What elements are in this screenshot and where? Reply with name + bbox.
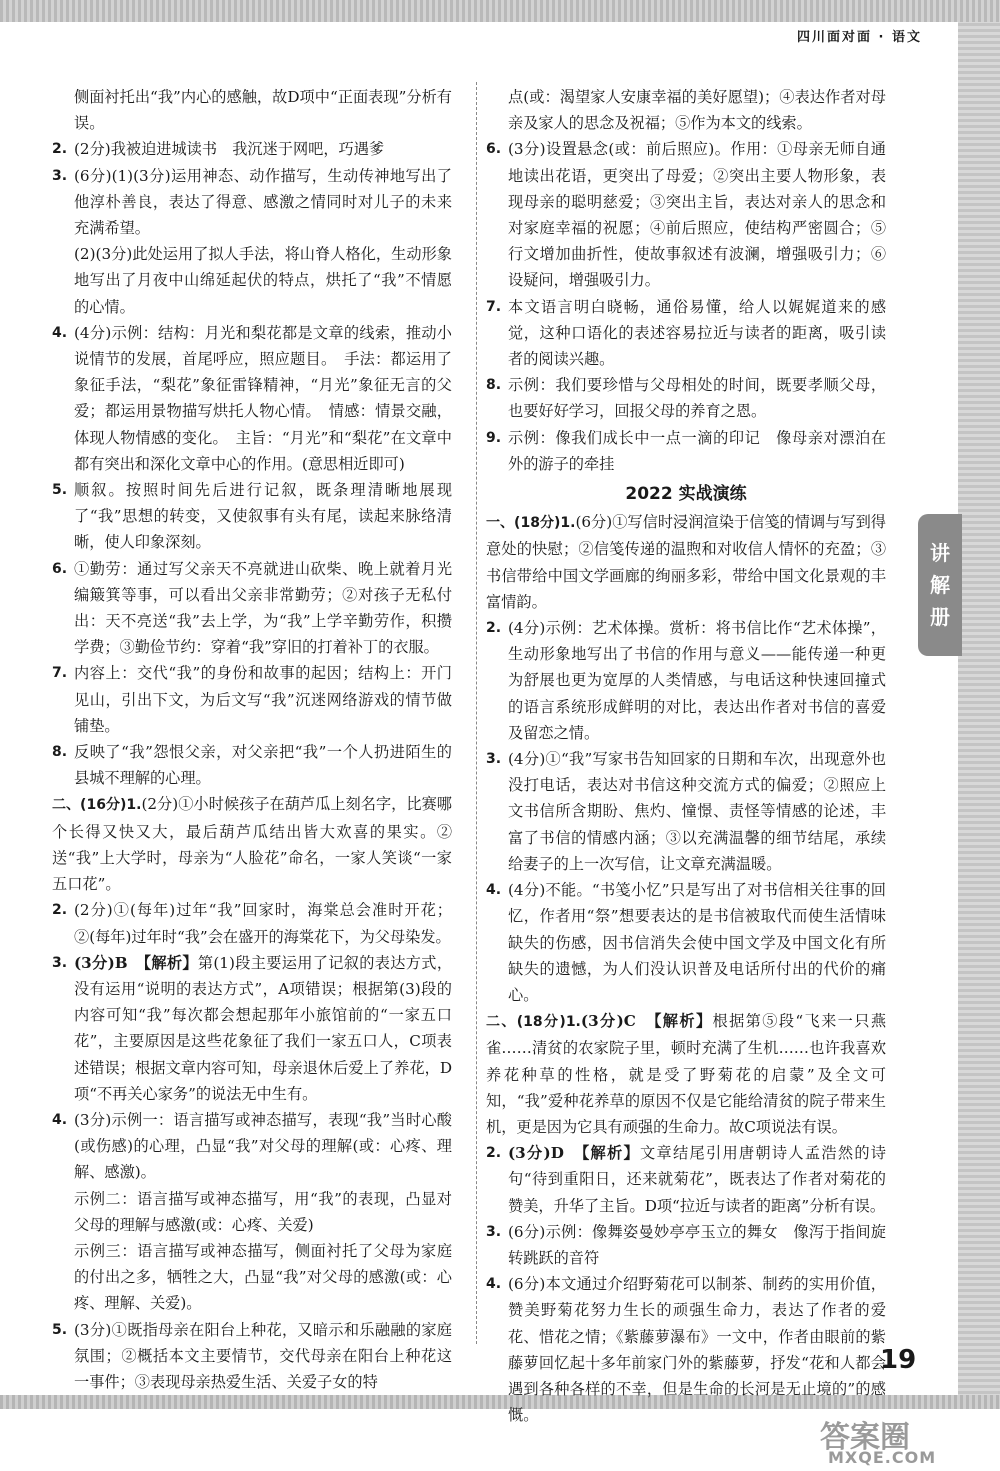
section-item: 二、(16分)1.(2分)①小时候孩子在葫芦瓜上刻名字，比赛哪个长得又快又大，最后葫芦瓜结出皆大欢喜的果实。②送“我”上大学时，母亲为“人脸花”命名，一家人笑谈“一家五口花”。: [52, 795, 452, 894]
side-tab-jiangjiece: [918, 514, 962, 656]
continuation-text: 侧面衬托出“我”内心的感触，故D项中“正面表现”分析有误。: [74, 88, 452, 133]
top-decor-band: [0, 0, 1000, 22]
section-item: 二、(18分)1.(3分)C 【解析】根据第⑤段“飞来一只燕雀……清贫的农家院子里，顿时充满了生机……也许我喜欢养花种草的性格，就是受了野菊花的启蒙”及全文可知，“我”爱种花养草的原因不仅是它能给清贫的院子带来生机，更是因为它具有顽强的生命力。故C项说法有误。: [486, 1012, 887, 1136]
answer-item: 3. (3分)B 【解析】第(1)段主要运用了记叙的表达方式，没有运用“说明的表达方式”，A项错误；根据第(3)段的内容可知“我”每次都会想起那年小旅馆前的“一家五口花”，主要原因是这些花象征了我们一家五口人，C项表述错误；根据文章内容可知，母亲退休后爱上了养花，D项“不再关心家务”的说法无中生有。: [52, 953, 453, 1103]
side-tab-char: 讲: [930, 541, 950, 565]
answer-item: 8. 示例：我们要珍惜与父母相处的时间，既要孝顺父母，也要好好学习，回报父母的养育之恩。: [486, 376, 886, 421]
page-header: 四川面对面 · 语文: [797, 30, 922, 45]
answer-item: 2. (4分)示例：艺术体操。赏析：将书信比作“艺术体操”，生动形象地写出了书信的作用与意义——能传递一种更为舒展也更为宽厚的人类情感，与电话这种快速回撞式的语言系统形成鲜明的对比，表达出作者对书信的喜爱及留恋之情。: [486, 619, 886, 742]
answer-item: 9. 示例：像我们成长中一点一滴的印记 像母亲对漂泊在外的游子的牵挂: [486, 428, 886, 473]
side-tab-char: 册: [930, 605, 950, 629]
answer-item: 7. 本文语言明白晓畅，通俗易懂，给人以娓娓道来的感觉，这种口语化的表述容易拉近与读者的距离，吸引读者的阅读兴趣。: [486, 297, 886, 369]
answer-item: 5. (3分)①既指母亲在阳台上种花，又暗示和乐融融的家庭氛围；②概括本文主要情节，交代母亲在阳台上种花这一事件；③表现母亲热爱生活、关爱子女的特: [52, 1320, 452, 1391]
answer-subpara: 示例二：语言描写或神态描写，用“我”的表现，凸显对父母的理解与感激(或：心疼、关爱): [74, 1189, 452, 1234]
answer-item: 6. ①勤劳：通过写父亲天不亮就进山砍柴、晚上就着月光编簸箕等事，可以看出父亲非常勤劳；②对孩子无私付出：天不亮送“我”去上学，为“我”上学辛勤劳作，积攒学费；③勤俭节约：穿着“我”穿旧的打着补丁的衣服。: [52, 559, 452, 657]
answer-subpara: 示例三：语言描写或神态描写，侧面衬托了父母为家庭的付出之多，牺牲之大，凸显“我”对父母的感激(或：心疼、理解、关爱)。: [74, 1241, 452, 1313]
answer-item: 7. 内容上：交代“我”的身份和故事的起因；结构上：开门见山，引出下文，为后文写“我”沉迷网络游戏的情节做铺垫。: [52, 664, 452, 735]
column-divider: [476, 82, 477, 1344]
section-item: 一、(18分)1.(6分)①写信时浸润渲染于信笺的情调与写到得意处的快慰；②信笺传递的温煦和对收信人情怀的充盈；③书信带给中国文学画廊的绚丽多彩，带给中国文化景观的丰富情韵。: [486, 513, 886, 611]
answer-item: 6. (3分)设置悬念(或：前后照应)。作用：①母亲无师自通地读出花语，更突出了母爱；②突出主要人物形象，表现母亲的聪明慈爱；③突出主旨，表达对亲人的思念和对家庭幸福的祝愿；④前后照应，使结构严密圆合；⑤行文增加曲折性，使故事叙述有波澜，增强吸引力；⑥设疑问，增强吸引力。: [486, 140, 886, 290]
watermark-url: MXQE.COM: [828, 1448, 937, 1467]
answer-item: 4. (4分)不能。“书笺小忆”只是写出了对书信相关往事的回忆，作者用“祭”想要表达的是书信被取代而使生活情味缺失的伤感，因书信消失会使中国文学及中国文化有所缺失的遗憾，为人们没认识普及电话所付出的代价的痛心。: [486, 881, 886, 1004]
answer-item: 8. 反映了“我”怨恨父亲，对父亲把“我”一个人扔进陌生的县城不理解的心理。: [52, 743, 452, 788]
answer-item: 2. (2分)我被迫进城读书 我沉迷于网吧，巧遇爹: [52, 140, 385, 159]
answer-item: 3. (6分)示例：像舞姿曼妙亭亭玉立的舞女 像泻于指间旋转跳跃的音符: [486, 1222, 886, 1267]
answer-item: 3. (6分)(1)(3分)运用神态、动作描写，生动传神地写出了他淳朴善良，表达了得意、感激之情同时对儿子的未来充满希望。: [52, 166, 452, 238]
watermark-logo: 答案圈: [820, 1420, 910, 1455]
page-number: 19: [880, 1345, 917, 1375]
answer-item: 5. 顺叙。按照时间先后进行记叙，既条理清晰地展现了“我”思想的转变，又使叙事有头有尾，读起来脉络清晰，使人印象深刻。: [52, 481, 452, 552]
right-column: [486, 84, 886, 1428]
right-decor-band: [958, 22, 1000, 1400]
answer-item: 4. (3分)示例一：语言描写或神态描写，表现“我”当时心酸(或伤感)的心理，凸显“我”对父母的理解(或：心疼、理解、感激)。: [52, 1110, 452, 1182]
answer-item: 2. (3分)D 【解析】文章结尾引用唐朝诗人孟浩然的诗句“待到重阳日，还来就菊花”，既表达了作者对菊花的赞美，升华了主旨。D项“拉近与读者的距离”分析有误。: [486, 1144, 886, 1215]
answer-item: 4. (6分)本文通过介绍野菊花可以制茶、制药的实用价值，赞美野菊花努力生长的顽强生命力，表达了作者的爱花、惜花之情；《紫藤萝瀑布》一文中，作者由眼前的紫藤萝回忆起十多年前家门外的紫藤萝，抒发“花和人都会遇到各种各样的不幸，但是生命的长河是无止境的”的感慨。: [486, 1275, 886, 1425]
answer-item: 3. (4分)①“我”写家书告知回家的日期和车次，出现意外也没打电话，表达对书信这种交流方式的偏爱；②照应上文书信所含期盼、焦灼、憧憬、责怪等情感的论述，丰富了书信的情感内涵；③以充满温馨的细节结尾，承续给妻子的上一次写信，让文章充满温暖。: [486, 750, 886, 873]
section-title: 2022 实战演练: [625, 484, 747, 505]
continuation-text: 点(或：渴望家人安康幸福的美好愿望)；④表达作者对母亲及家人的思念及祝福；⑤作为本文的线索。: [508, 88, 886, 133]
answer-item: 2. (2分)①(每年)过年“我”回家时，海棠总会准时开花；②(每年)过年时“我”会在盛开的海棠花下，为父母染发。: [52, 901, 452, 946]
left-column: [52, 84, 452, 1395]
answer-item: 4. (4分)示例：结构：月光和梨花都是文章的线索，推动小说情节的发展，首尾呼应，照应题目。 手法：都运用了象征手法，“梨花”象征雷锋精神，“月光”象征无言的父爱；都运用景物描写烘托人物心情。 情感：情景交融，体现人物情感的变化。 主旨：“月光”和“梨花”在文章中都有突出和深化文章中心的作用。(意思相近即可): [52, 323, 452, 473]
answer-subpara: (2)(3分)此处运用了拟人手法，将山脊人格化，生动形象地写出了月夜中山绵延起伏的特点，烘托了“我”不情愿的心情。: [74, 245, 452, 316]
side-tab-char: 解: [930, 573, 950, 597]
